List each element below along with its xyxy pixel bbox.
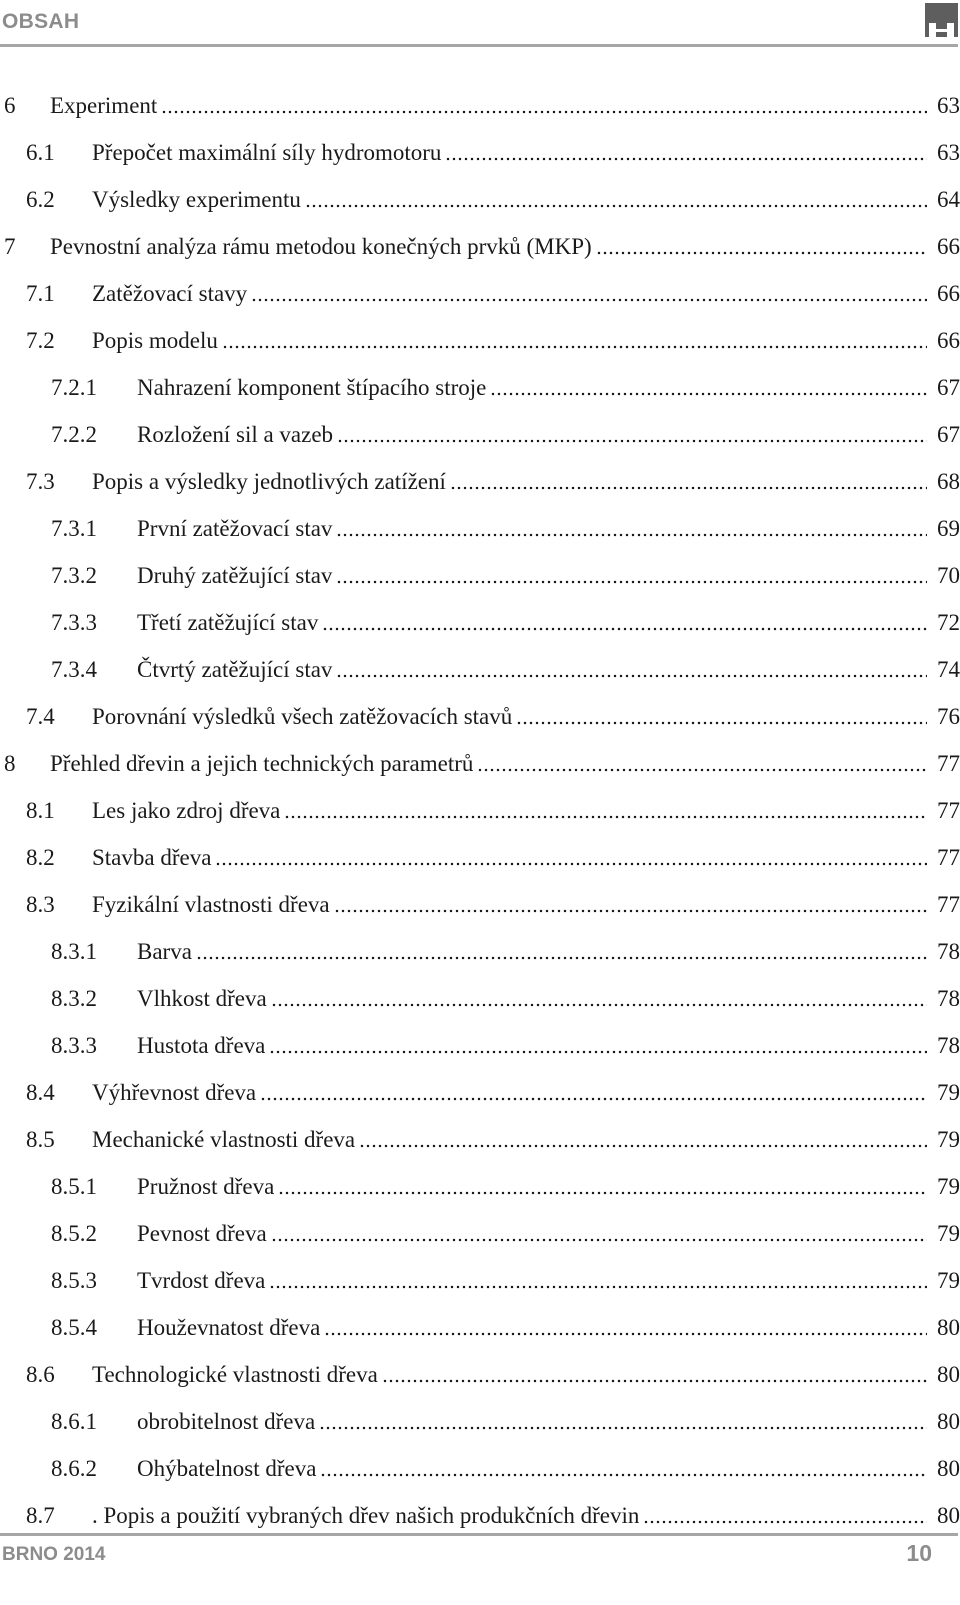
toc-entry-page: 78 xyxy=(937,985,960,1011)
toc-dot-leader xyxy=(336,571,927,593)
toc-entry[interactable] xyxy=(0,223,960,270)
toc-dot-leader xyxy=(490,383,927,405)
toc-entry[interactable] xyxy=(0,505,960,552)
toc-entry-page: 78 xyxy=(937,938,960,964)
toc-entry-page: 78 xyxy=(937,1032,960,1058)
toc-entry[interactable] xyxy=(0,834,960,881)
toc-entry[interactable] xyxy=(0,1069,960,1116)
toc-entry-page: 77 xyxy=(937,750,960,776)
toc-entry[interactable] xyxy=(0,740,960,787)
page-title: OBSAH xyxy=(2,10,80,33)
header-divider xyxy=(0,44,958,47)
toc-entry-number: 8.3 xyxy=(26,891,55,917)
toc-entry-page: 67 xyxy=(937,421,960,447)
toc-dot-leader xyxy=(596,242,927,264)
toc-entry-number: 7.4 xyxy=(26,703,55,729)
toc-entry[interactable] xyxy=(0,1163,960,1210)
toc-entry-number: 7.2.1 xyxy=(51,374,97,400)
toc-entry-page: 80 xyxy=(937,1408,960,1434)
toc-entry-number: 8.6.2 xyxy=(51,1455,97,1481)
toc-dot-leader xyxy=(284,806,927,828)
toc-dot-leader xyxy=(359,1135,927,1157)
toc-entry[interactable] xyxy=(0,928,960,975)
toc-entry-number: 6.1 xyxy=(26,139,55,165)
toc-entry-page: 66 xyxy=(937,280,960,306)
toc-entry-title: Fyzikální vlastnosti dřeva xyxy=(92,891,330,917)
toc-entry-title: Popis a výsledky jednotlivých zatížení xyxy=(92,468,446,494)
toc-dot-leader xyxy=(271,994,927,1016)
toc-entry-number: 8.4 xyxy=(26,1079,55,1105)
toc-entry[interactable] xyxy=(0,270,960,317)
toc-entry-title: Mechanické vlastnosti dřeva xyxy=(92,1126,356,1152)
toc-entry-page: 76 xyxy=(937,703,960,729)
toc-entry-number: 8 xyxy=(4,750,16,776)
toc-dot-leader xyxy=(334,900,927,922)
toc-entry-title: Přehled dřevin a jejich technických parametrů xyxy=(50,750,474,776)
toc-entry-title: Stavba dřeva xyxy=(92,844,212,870)
toc-entry[interactable] xyxy=(0,1257,960,1304)
toc-dot-leader xyxy=(336,665,927,687)
university-logo-icon xyxy=(925,3,958,37)
page-header xyxy=(0,0,960,50)
toc-entry[interactable] xyxy=(0,881,960,928)
toc-entry-title: Výsledky experimentu xyxy=(92,186,301,212)
toc-entry[interactable] xyxy=(0,176,960,223)
toc-entry-number: 8.6.1 xyxy=(51,1408,97,1434)
toc-dot-leader xyxy=(215,853,927,875)
toc-entry-title: Nahrazení komponent štípacího stroje xyxy=(137,374,487,400)
toc-entry-title: První zatěžovací stav xyxy=(137,515,333,541)
toc-dot-leader xyxy=(319,1417,927,1439)
toc-dot-leader xyxy=(278,1182,927,1204)
toc-dot-leader xyxy=(382,1370,927,1392)
toc-dot-leader xyxy=(336,524,927,546)
toc-entry-number: 8.3.2 xyxy=(51,985,97,1011)
toc-entry-page: 79 xyxy=(937,1267,960,1293)
toc-entry-page: 63 xyxy=(937,92,960,118)
toc-entry-number: 8.5.2 xyxy=(51,1220,97,1246)
toc-entry[interactable] xyxy=(0,411,960,458)
toc-entry-title: Třetí zatěžující stav xyxy=(137,609,319,635)
table-of-contents xyxy=(0,82,960,1539)
toc-entry-title: Zatěžovací stavy xyxy=(92,280,248,306)
toc-entry[interactable] xyxy=(0,129,960,176)
toc-entry-number: 7.3.3 xyxy=(51,609,97,635)
toc-entry-title: Přepočet maximální síly hydromotoru xyxy=(92,139,442,165)
toc-entry[interactable] xyxy=(0,458,960,505)
toc-entry-number: 7.3 xyxy=(26,468,55,494)
toc-entry-page: 66 xyxy=(937,327,960,353)
toc-entry[interactable] xyxy=(0,599,960,646)
toc-entry-title: obrobitelnost dřeva xyxy=(137,1408,316,1434)
toc-entry-number: 8.5.1 xyxy=(51,1173,97,1199)
toc-entry-title: Vlhkost dřeva xyxy=(137,985,267,1011)
toc-entry-title: Les jako zdroj dřeva xyxy=(92,797,281,823)
toc-entry-title: Pevnost dřeva xyxy=(137,1220,267,1246)
toc-entry-page: 66 xyxy=(937,233,960,259)
toc-entry-page: 72 xyxy=(937,609,960,635)
toc-entry-page: 79 xyxy=(937,1126,960,1152)
toc-entry-page: 63 xyxy=(937,139,960,165)
toc-entry[interactable] xyxy=(0,1398,960,1445)
toc-dot-leader xyxy=(222,336,927,358)
toc-entry-page: 80 xyxy=(937,1502,960,1528)
toc-entry[interactable] xyxy=(0,1116,960,1163)
toc-entry-title: Pevnostní analýza rámu metodou konečných prvků (MKP) xyxy=(50,233,592,259)
toc-entry-number: 8.6 xyxy=(26,1361,55,1387)
toc-entry-title: Výhřevnost dřeva xyxy=(92,1079,257,1105)
toc-entry[interactable] xyxy=(0,1304,960,1351)
toc-entry[interactable] xyxy=(0,1210,960,1257)
toc-entry-title: Porovnání výsledků všech zatěžovacích stavů xyxy=(92,703,513,729)
toc-entry-title: . Popis a použití vybraných dřev našich produkčních dřevin xyxy=(92,1502,640,1528)
toc-entry-number: 6.2 xyxy=(26,186,55,212)
toc-dot-leader xyxy=(269,1041,927,1063)
toc-entry-number: 7.2 xyxy=(26,327,55,353)
toc-entry-number: 8.7 xyxy=(26,1502,55,1528)
toc-entry[interactable] xyxy=(0,552,960,599)
toc-entry-number: 8.1 xyxy=(26,797,55,823)
footer-place-year: BRNO 2014 xyxy=(2,1544,106,1565)
toc-entry-title: Popis modelu xyxy=(92,327,218,353)
toc-dot-leader xyxy=(322,618,927,640)
toc-entry-page: 79 xyxy=(937,1220,960,1246)
toc-dot-leader xyxy=(305,195,927,217)
toc-entry-title: Technologické vlastnosti dřeva xyxy=(92,1361,378,1387)
toc-dot-leader xyxy=(337,430,927,452)
toc-dot-leader xyxy=(196,947,927,969)
toc-entry-page: 74 xyxy=(937,656,960,682)
toc-entry-number: 6 xyxy=(4,92,16,118)
toc-entry[interactable] xyxy=(0,364,960,411)
page-footer xyxy=(0,1520,960,1605)
toc-entry-title: Čtvrtý zatěžující stav xyxy=(137,656,333,682)
toc-entry-number: 7.2.2 xyxy=(51,421,97,447)
toc-entry-number: 7.3.2 xyxy=(51,562,97,588)
toc-entry-page: 79 xyxy=(937,1079,960,1105)
toc-dot-leader xyxy=(445,148,927,170)
page-number: 10 xyxy=(906,1540,932,1566)
footer-divider xyxy=(0,1533,958,1536)
toc-entry[interactable] xyxy=(0,1022,960,1069)
toc-entry-number: 7 xyxy=(4,233,16,259)
toc-entry[interactable] xyxy=(0,1445,960,1492)
toc-entry-page: 69 xyxy=(937,515,960,541)
toc-entry[interactable] xyxy=(0,317,960,364)
toc-entry-page: 77 xyxy=(937,891,960,917)
toc-dot-leader xyxy=(450,477,927,499)
toc-dot-leader xyxy=(269,1276,927,1298)
toc-dot-leader xyxy=(324,1323,927,1345)
toc-dot-leader xyxy=(271,1229,927,1251)
toc-entry-number: 8.2 xyxy=(26,844,55,870)
toc-entry-page: 80 xyxy=(937,1314,960,1340)
toc-entry-title: Experiment xyxy=(50,92,158,118)
toc-entry-title: Rozložení sil a vazeb xyxy=(137,421,334,447)
toc-entry-title: Houževnatost dřeva xyxy=(137,1314,321,1340)
toc-dot-leader xyxy=(161,101,927,123)
toc-dot-leader xyxy=(477,759,927,781)
toc-entry-page: 77 xyxy=(937,797,960,823)
toc-entry[interactable] xyxy=(0,82,960,129)
toc-entry-page: 79 xyxy=(937,1173,960,1199)
toc-entry-page: 64 xyxy=(937,186,960,212)
toc-entry-title: Tvrdost dřeva xyxy=(137,1267,266,1293)
toc-entry-page: 77 xyxy=(937,844,960,870)
toc-entry-title: Barva xyxy=(137,938,192,964)
toc-entry-number: 8.5.3 xyxy=(51,1267,97,1293)
toc-entry-number: 7.1 xyxy=(26,280,55,306)
toc-entry-page: 70 xyxy=(937,562,960,588)
toc-dot-leader xyxy=(251,289,927,311)
toc-entry[interactable] xyxy=(0,1351,960,1398)
toc-dot-leader xyxy=(516,712,927,734)
toc-entry-page: 68 xyxy=(937,468,960,494)
toc-entry[interactable] xyxy=(0,646,960,693)
toc-entry[interactable] xyxy=(0,787,960,834)
toc-entry-page: 80 xyxy=(937,1361,960,1387)
toc-entry-page: 67 xyxy=(937,374,960,400)
toc-entry-title: Druhý zatěžující stav xyxy=(137,562,333,588)
toc-entry-title: Ohýbatelnost dřeva xyxy=(137,1455,317,1481)
toc-entry-title: Hustota dřeva xyxy=(137,1032,266,1058)
toc-entry-number: 8.3.3 xyxy=(51,1032,97,1058)
toc-dot-leader xyxy=(320,1464,927,1486)
toc-entry-number: 8.5.4 xyxy=(51,1314,97,1340)
toc-dot-leader xyxy=(260,1088,927,1110)
toc-entry-page: 80 xyxy=(937,1455,960,1481)
toc-entry-title: Pružnost dřeva xyxy=(137,1173,275,1199)
toc-entry-number: 7.3.4 xyxy=(51,656,97,682)
toc-entry-number: 7.3.1 xyxy=(51,515,97,541)
toc-entry-number: 8.3.1 xyxy=(51,938,97,964)
toc-entry[interactable] xyxy=(0,693,960,740)
toc-entry[interactable] xyxy=(0,975,960,1022)
toc-entry-number: 8.5 xyxy=(26,1126,55,1152)
